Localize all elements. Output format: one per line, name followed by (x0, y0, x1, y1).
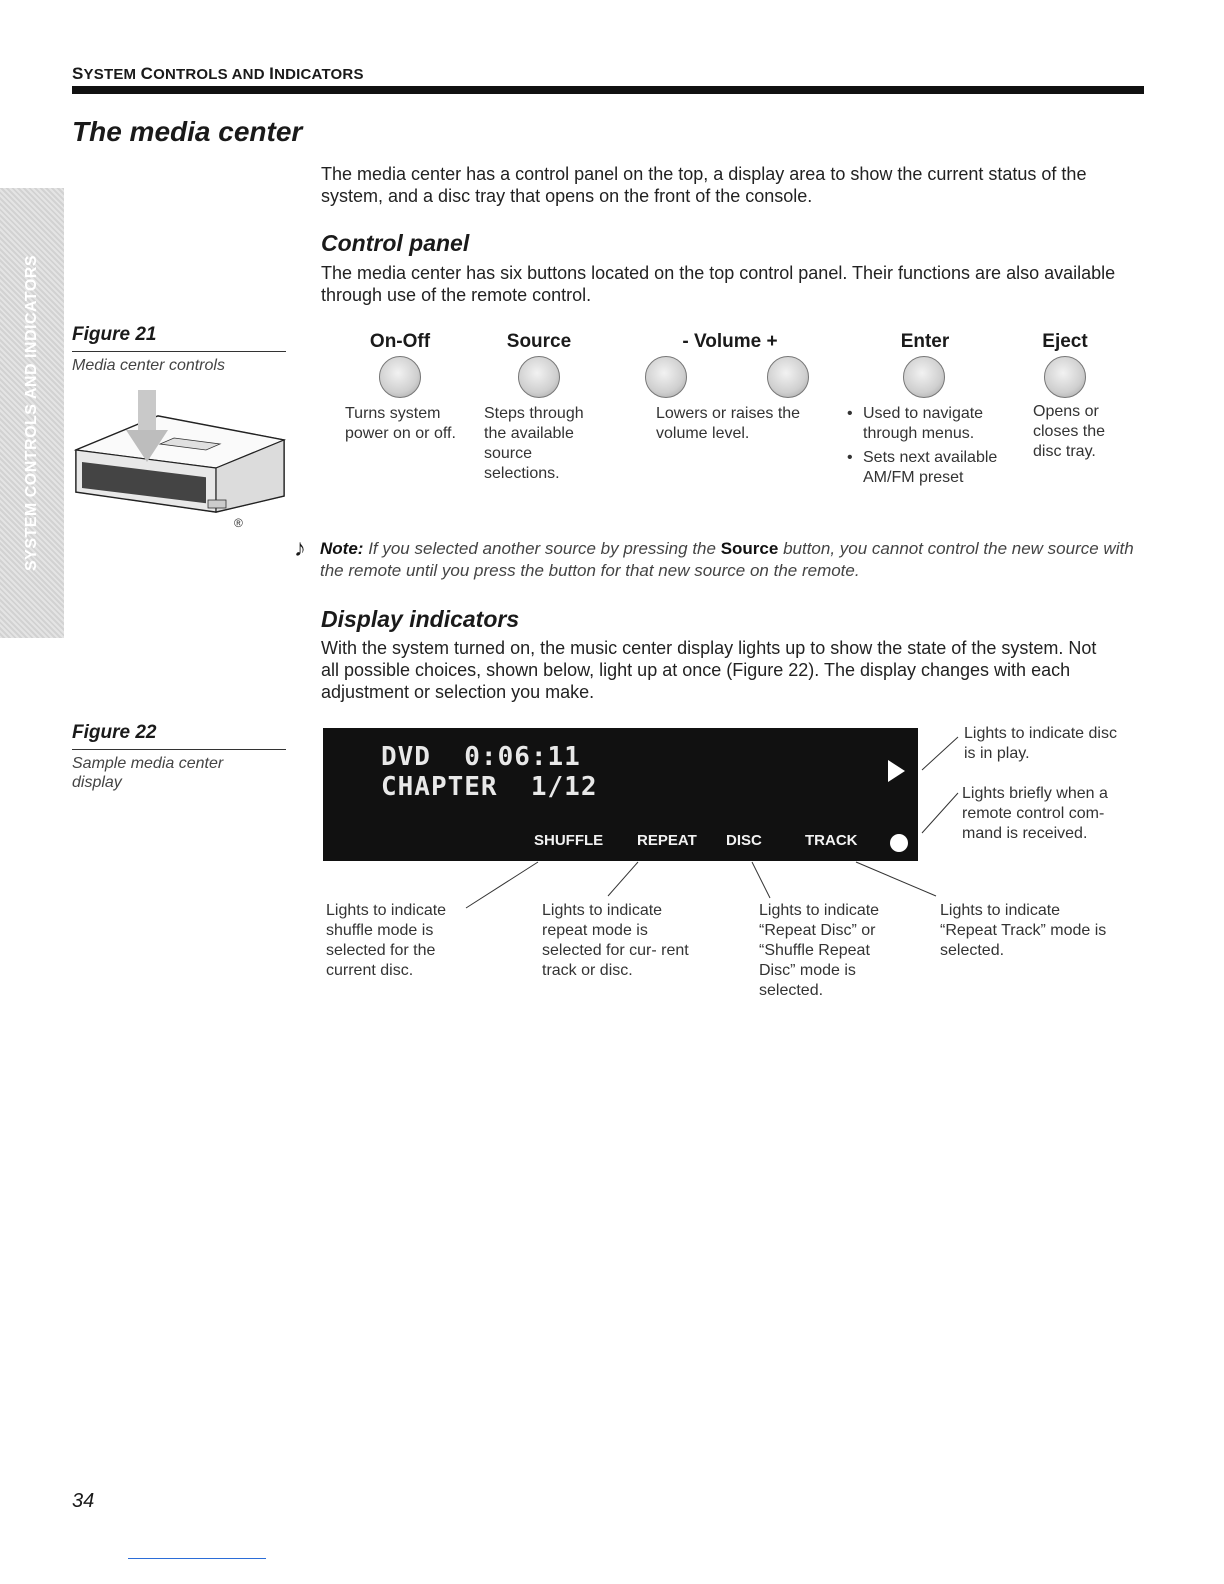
side-tab-label: SYSTEM CONTROLS AND INDICATORS (23, 254, 40, 572)
source-description: Steps through the available source selections. (484, 405, 584, 482)
section-header-cap: S (72, 64, 84, 83)
eject-button[interactable] (1044, 356, 1086, 398)
disc-leader-line (752, 862, 770, 898)
source-button[interactable] (518, 356, 560, 398)
section-header-small: ONTROLS (153, 66, 228, 83)
control-panel-intro: The media center has six buttons located on the top control panel. Their functions are also available through use of the remote control. (321, 263, 1116, 305)
repeat-indicator: REPEAT (637, 832, 697, 849)
registered-mark: ® (234, 516, 243, 530)
section-header-cap: I (269, 64, 275, 83)
section-header-small: AND (231, 66, 265, 83)
note-keyword: Source (720, 539, 779, 558)
on-off-description: Turns system power on or off. (345, 405, 456, 442)
arrow-shaft (138, 390, 156, 434)
display-line-2: CHAPTER 1/12 (381, 772, 598, 802)
volume-up-button[interactable] (767, 356, 809, 398)
eject-description: Opens or closes the disc tray. (1033, 403, 1106, 460)
section-header-small: YSTEM (83, 66, 137, 83)
section-header-cap: C (140, 64, 154, 83)
on-off-title: On-Off (369, 331, 431, 352)
media-center-display (323, 728, 918, 861)
repeat-callout: Lights to indicate repeat mode is selected for cur- rent track or disc. (542, 902, 689, 979)
enter-button[interactable] (903, 356, 945, 398)
intro-paragraph: The media center has a control panel on the top, a display area to show the current status of the system, and a disc tray that opens on the front of the console. (321, 164, 1087, 206)
remote-leader-line (922, 793, 958, 833)
section-header-small: NDICATORS (274, 66, 364, 83)
disc-indicator: DISC (726, 832, 762, 849)
note-text: button, you cannot control the new source with the remote until you press the button for that new source on the remote. (320, 539, 1134, 580)
repeat-leader-line (608, 862, 638, 896)
display-indicators-heading: Display indicators (321, 606, 520, 632)
note (320, 538, 1140, 582)
display-indicators-intro: With the system turned on, the music center display lights up to show the state of the system. Not all possible choices, shown below, light up at once (Figure 22). The display changes with each adjustment or selection you make. (321, 638, 1097, 702)
shuffle-callout: Lights to indicate shuffle mode is selected for the current disc. (326, 902, 447, 979)
track-leader-line (856, 862, 936, 896)
eject-title: Eject (1042, 331, 1088, 352)
source-title: Source (506, 331, 572, 352)
note-icon: ♪ (294, 535, 306, 562)
track-indicator: TRACK (805, 832, 858, 849)
enter-title: Enter (900, 331, 950, 352)
page-title: The media center (72, 116, 303, 147)
volume-down-button[interactable] (645, 356, 687, 398)
figure-22-label: Figure 22 (72, 722, 157, 743)
figure-21-caption: Media center controls (72, 357, 225, 374)
figure-22-caption: Sample media center display (72, 755, 224, 791)
header-rule (72, 86, 1144, 94)
play-icon (888, 760, 905, 782)
on-off-button[interactable] (379, 356, 421, 398)
section-header (72, 64, 364, 84)
shuffle-leader-line (466, 862, 538, 908)
control-panel-heading: Control panel (321, 230, 470, 256)
footer-rule (128, 1558, 266, 1559)
note-text: If you selected another source by pressing the (368, 539, 716, 558)
volume-title: - Volume + (682, 331, 778, 352)
play-leader-line (922, 737, 958, 770)
note-label: Note: (320, 539, 364, 558)
track-callout: Lights to indicate “Repeat Track” mode is selected. (940, 902, 1107, 959)
media-center-console-image (70, 388, 290, 528)
shuffle-indicator: SHUFFLE (534, 832, 604, 849)
figure-21-rule (72, 351, 286, 352)
figure-22-rule (72, 749, 286, 750)
remote-indicator-dot (890, 834, 908, 852)
enter-bullet: • Sets next available AM/FM preset (845, 448, 1025, 488)
figure-21-label: Figure 21 (72, 324, 157, 345)
side-tab (0, 188, 64, 638)
volume-description: Lowers or raises the volume level. (656, 405, 801, 442)
disc-callout: Lights to indicate “Repeat Disc” or “Shuffle Repeat Disc” mode is selected. (759, 902, 880, 999)
page-number: 34 (72, 1490, 95, 1512)
remote-callout: Lights briefly when a remote control com- mand is received. (962, 785, 1108, 842)
play-callout: Lights to indicate disc is in play. (964, 725, 1117, 762)
display-line-1: DVD 0:06:11 (381, 742, 581, 772)
enter-description (845, 404, 1025, 492)
enter-bullet: • Used to navigate through menus. (845, 404, 1025, 444)
